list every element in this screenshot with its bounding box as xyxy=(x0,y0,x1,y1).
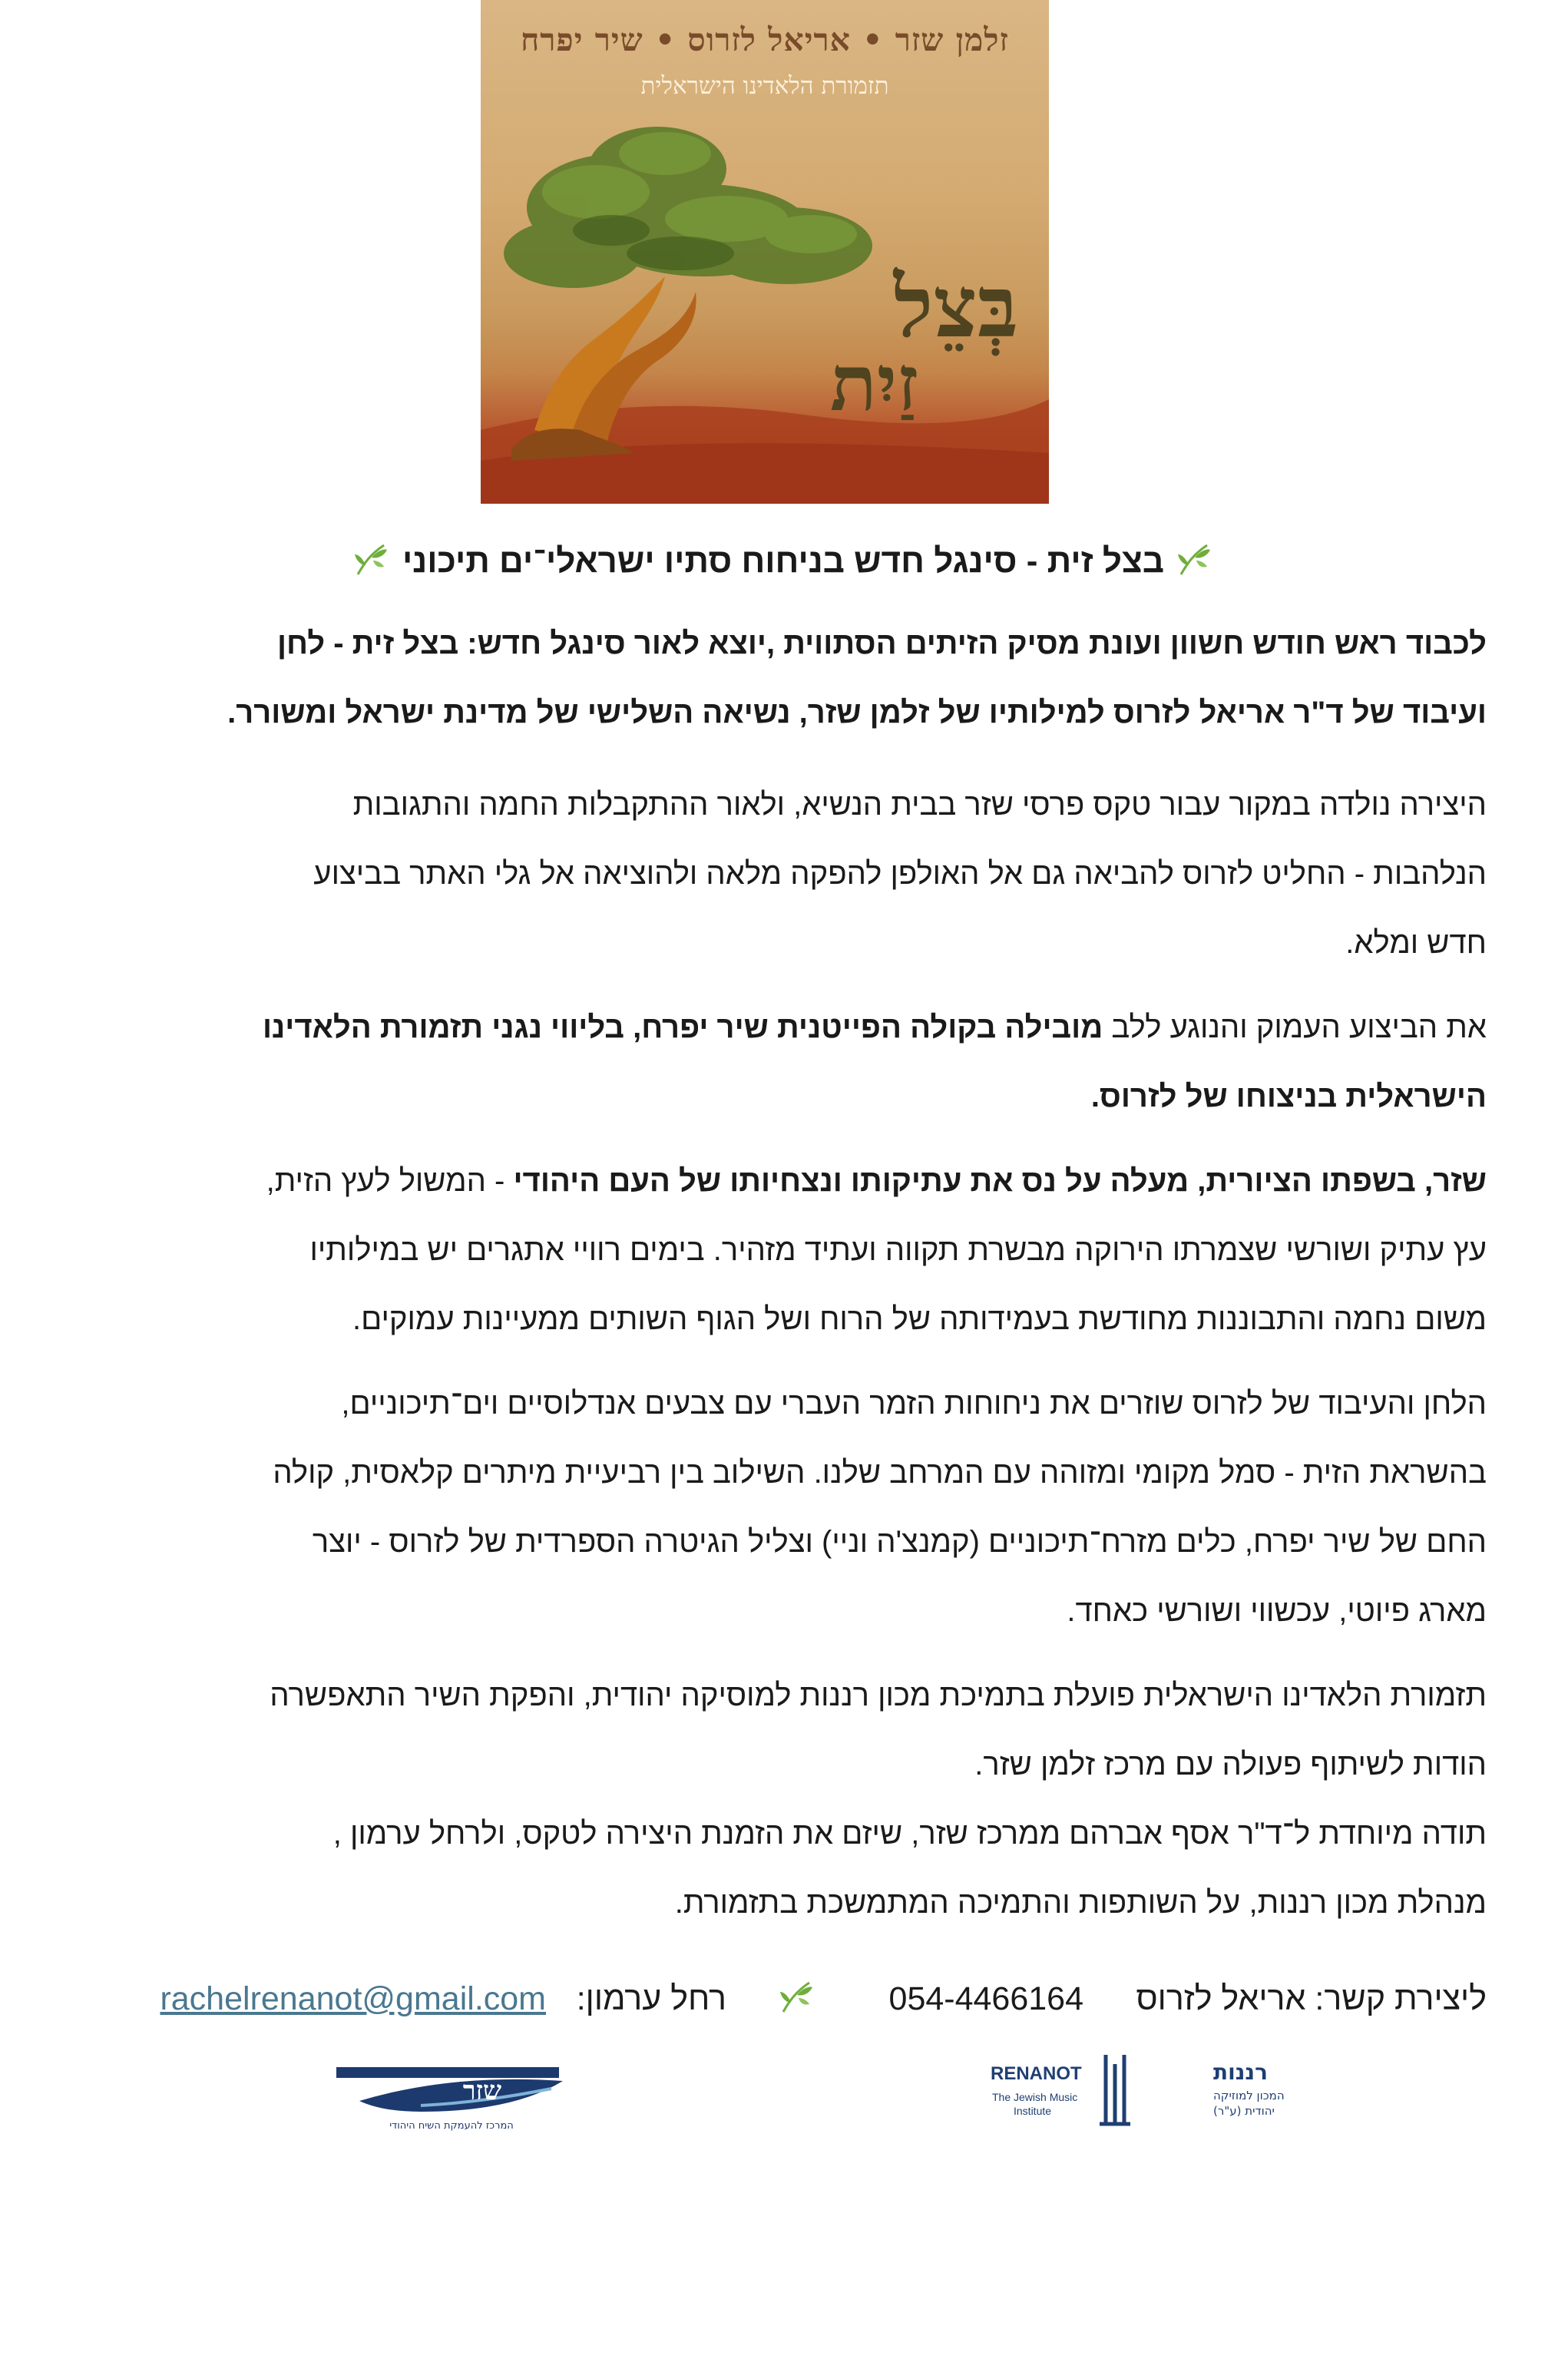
renanot-sub-en-1: The Jewish Music xyxy=(992,2091,1078,2103)
paragraph-line: היצירה נולדה במקור עבור טקס פרסי שזר בבית הנשיא, ולאור ההתקבלות החמה והתגובות xyxy=(352,788,1487,822)
contact-name: רחל ערמון: xyxy=(576,1980,726,2017)
shazar-wordmark: שזר xyxy=(462,2076,502,2106)
album-cover xyxy=(481,0,1049,504)
contact-line xyxy=(52,1972,1487,2026)
cover-artists: זלמן שזר • אריאל לזרוס • שיר יפרח xyxy=(521,22,1009,58)
paragraph-line: הישראלית בניצוחו של לזרוס. xyxy=(1090,1080,1487,1113)
intro-line: לכבוד ראש חודש חשוון ועונת מסיק הזיתים הסתווית ,יוצא לאור סינגל חדש: בצל זית - לחן xyxy=(276,627,1487,660)
renanot-en: RENANOT xyxy=(991,2063,1082,2084)
renanot-logo xyxy=(991,2047,1285,2139)
page-heading xyxy=(246,538,1321,589)
lyrics-paragraph xyxy=(52,1146,1487,1354)
paragraph-line: חדש ומלא. xyxy=(1345,926,1487,960)
renanot-he: רננות xyxy=(1213,2059,1268,2085)
intro-paragraph xyxy=(52,609,1487,747)
paragraph-line: בהשראת הזית - סמל מקומי ומזוהה עם המרחב שלנו. השילוב בין רביעיית מיתרים קלאסית, קולה xyxy=(273,1456,1487,1490)
cover-subtitle: תזמורת הלאדינו הישראלית xyxy=(640,72,889,100)
text-bold: מובילה בקולה הפייטנית שיר יפרח, בליווי נגני תזמורת הלאדינו xyxy=(262,1011,1103,1044)
paragraph-line xyxy=(52,993,1487,1062)
contact-phone[interactable]: 054-4466164 xyxy=(888,1980,1083,2017)
arrangement-paragraph xyxy=(52,1369,1487,1646)
credits-paragraph xyxy=(52,1661,1487,1937)
renanot-sub-he-2: יהודית (ע"ר) xyxy=(1213,2104,1275,2118)
text-bold: שזר, בשפתו הציורית, מעלה על נס את עתיקותו ונצחיותו של העם היהודי xyxy=(513,1164,1487,1198)
origin-paragraph xyxy=(52,770,1487,978)
paragraph-line: מנהלת מכון רננות, על השותפות והתמיכה המתמשכת בתזמורת. xyxy=(674,1886,1487,1920)
renanot-sub-he-1: המכון למוזיקה xyxy=(1213,2089,1285,2102)
performance-paragraph xyxy=(52,993,1487,1131)
paragraph-line xyxy=(52,1146,1487,1216)
paragraph-line: הנלהבות - החליט לזרוס להביאה גם אל האולפן להפקה מלאה ולהוציאה אל גלי האתר בביצוע xyxy=(313,857,1487,891)
paragraph-line: החם של שיר יפרח, כלים מזרח־תיכוניים (קמנצ'ה וניי) וצליל הגיטרה הספרדית של לזרוס - יוצר xyxy=(312,1525,1487,1559)
intro-line: ועיבוד של ד"ר אריאל לזרוס למילותיו של זלמן שזר, נשיאה השלישי של מדינת ישראל ומשורר. xyxy=(227,696,1487,729)
leaf-icon xyxy=(776,1975,819,2034)
paragraph-line: מארג פיוטי, עכשווי ושורשי כאחד. xyxy=(1067,1594,1487,1628)
paragraph-line: תודה מיוחדת ל־ד"ר אסף אברהם ממרכז שזר, שיזם את הזמנת היצירה לטקס, ולרחל ערמון , xyxy=(332,1817,1487,1851)
leaf-icon xyxy=(1173,538,1216,589)
shazar-logo xyxy=(329,2058,574,2135)
text-normal: - המשול לעץ הזית, xyxy=(266,1164,514,1198)
paragraph-line: תזמורת הלאדינו הישראלית פועלת בתמיכת מכון רננות למוסיקה יהודית, והפקת השיר התאפשרה xyxy=(270,1679,1487,1712)
text-normal: את הביצוע העמוק והנוגע ללב xyxy=(1103,1011,1487,1044)
heading-text: בצל זית - סינגל חדש בניחוח סתיו ישראלי־ים תיכוני xyxy=(402,542,1165,581)
leaf-icon xyxy=(350,538,393,589)
paragraph-line: הודות לשיתוף פעולה עם מרכז זלמן שזר. xyxy=(974,1748,1487,1781)
paragraph-line: משום נחמה והתבוננות מחודשת בעמידותה של הרוח ושל הגוף השותים ממעיינות עמוקים. xyxy=(352,1302,1487,1336)
email-link[interactable]: rachelrenanot@gmail.com xyxy=(160,1980,546,2017)
cover-title-line2: זַיִת xyxy=(829,338,918,428)
shazar-sub: המרכז להעמקת השיח היהודי xyxy=(389,2120,514,2132)
contact-label: ליצירת קשר: אריאל לזרוס xyxy=(1136,1980,1487,2017)
paragraph-line: הלחן והעיבוד של לזרוס שוזרים את ניחוחות הזמר העברי עם צבעים אנדלוסיים וים־תיכוניים, xyxy=(341,1387,1487,1421)
paragraph-line: עץ עתיק ושורשי שצמרתו הירוקה מבשרת תקווה ועתיד מזהיר. בימים רוויי אתגרים יש במילותיו xyxy=(309,1233,1487,1267)
cover-title-line1: בְּצֵל xyxy=(893,257,1018,356)
renanot-sub-en-2: Institute xyxy=(1014,2105,1052,2117)
